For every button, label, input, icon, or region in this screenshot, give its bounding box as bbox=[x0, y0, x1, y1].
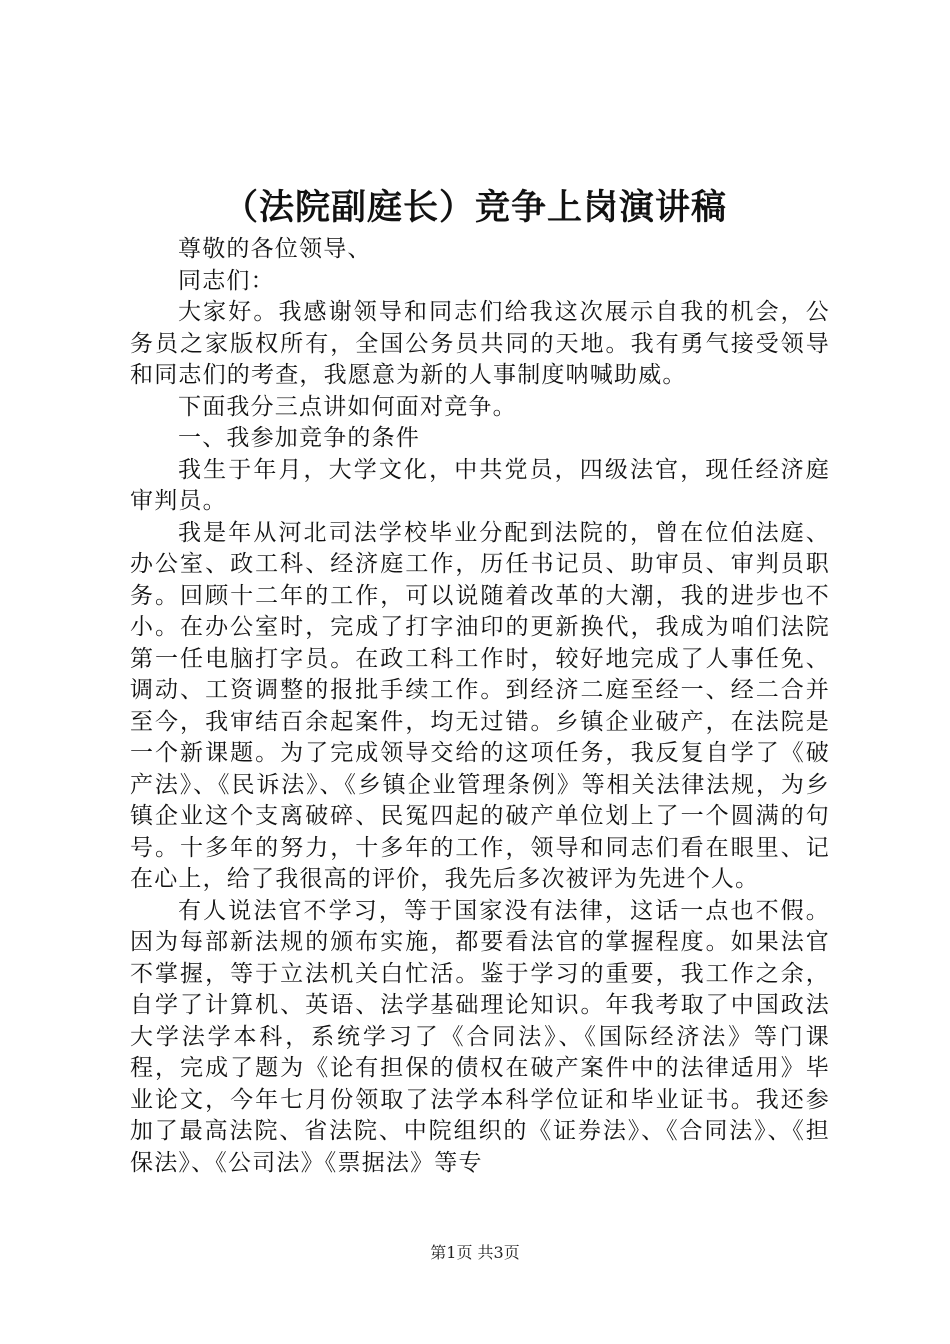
document-body bbox=[130, 234, 830, 1179]
paragraph-salutation: 尊敬的各位领导、 bbox=[178, 236, 372, 262]
paragraph-salutation-comrades: 同志们： bbox=[178, 267, 275, 294]
document-title: （法院副庭长）竞争上岗演讲稿 bbox=[222, 187, 727, 228]
paragraph-profile: 我生于年月，大学文化，中共党员，四级法官，现任经济庭审判员。 bbox=[130, 456, 830, 514]
paragraph-outline: 下面我分三点讲如何面对竞争。 bbox=[178, 393, 517, 420]
paragraph-study: 有人说法官不学习，等于国家没有法律，这话一点也不假。因为每部新法规的颁布实施，都要看法官的掌握程度。如果法官不掌握，等于立法机关白忙活。鉴于学习的重要，我工作之余，自学了计算机、英语、法学基础理论知识。年我考取了中国政法大学法学本科，系统学习了《合同法》、《国际经济法》等门课程，完成了题为《论有担保的债权在破产案件中的法律适用》毕业论文，今年七月份领取了法学本科学位证和毕业证书。我还参加了最高法院、省法院、中院组织的《证券法》、《合同法》、《担保法》、《公司法》《票据法》等专 bbox=[130, 897, 830, 1176]
paragraph-experience: 我是年从河北司法学校毕业分配到法院的，曾在位伯法庭、办公室、政工科、经济庭工作，历任书记员、助审员、审判员职务。回顾十二年的工作，可以说随着改革的大潮，我的进步也不小。在办公室时，完成了打字油印的更新换代，我成为咱们法院第一任电脑打字员。在政工科工作时，较好地完成了人事任免、调动、工资调整的报批手续工作。到经济二庭至经一、经二合并至今，我审结百余起案件，均无过错。乡镇企业破产，在法院是一个新课题。为了完成领导交给的这项任务，我反复自学了《破产法》、《民诉法》、《乡镇企业管理条例》等相关法律法规，为乡镇企业这个支离破碎、民冤四起的破产单位划上了一个圆满的句号。十多年的努力，十多年的工作，领导和同志们看在眼里、记在心上，给了我很高的评价，我先后多次被评为先进个人。 bbox=[130, 519, 830, 892]
section-heading: 一、我参加竞争的条件 bbox=[178, 425, 420, 451]
paragraph-greeting: 大家好。我感谢领导和同志们给我这次展示自我的机会，公务员之家版权所有，全国公务员共同的天地。我有勇气接受领导和同志们的考查，我愿意为新的人事制度呐喊助威。 bbox=[130, 299, 830, 388]
page-footer: 第1页 共3页 bbox=[430, 1243, 520, 1262]
